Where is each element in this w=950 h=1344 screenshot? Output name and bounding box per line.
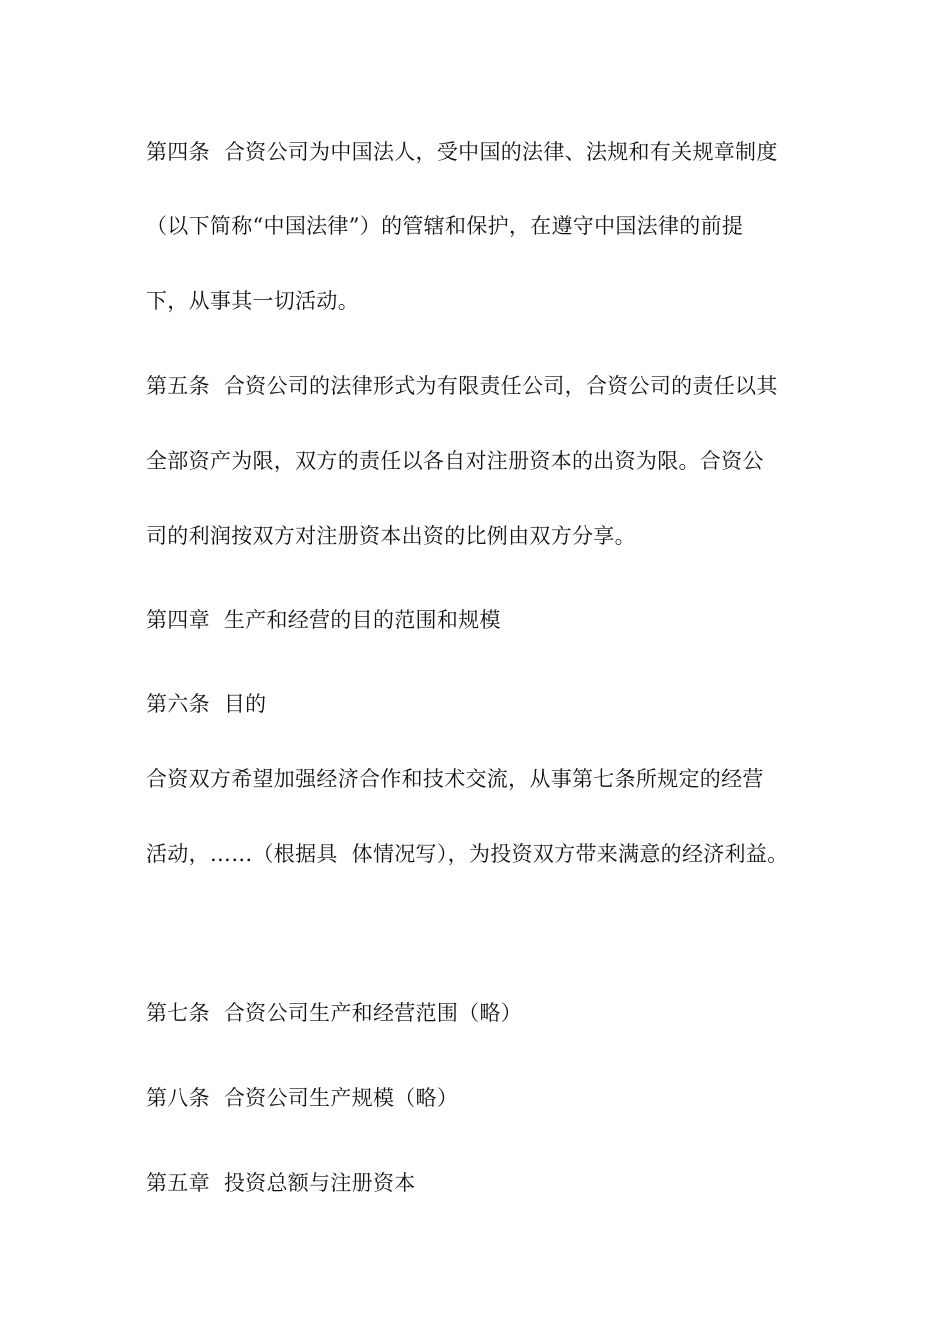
chapter-5-heading: 第五章 投资总额与注册资本 <box>146 1171 416 1195</box>
article-4-line-1: 第四条 合资公司为中国法人，受中国的法律、法规和有关规章制度 <box>146 140 778 164</box>
article-5-line-2: 全部资产为限，双方的责任以各自对注册资本的出资为限。合资公 <box>146 449 764 473</box>
article-4-line-2: （以下简称“中国法律”）的管辖和保护，在遵守中国法律的前提 <box>146 214 744 238</box>
article-4-line-3: 下，从事其一切活动。 <box>146 289 359 313</box>
article-6-line-2: 活动，……（根据具 体情况写），为投资双方带来满意的经济利益。 <box>146 842 789 866</box>
article-6-heading: 第六条 目的 <box>146 692 267 716</box>
article-6-line-1: 合资双方希望加强经济合作和技术交流，从事第七条所规定的经营 <box>146 767 764 791</box>
article-5-line-3: 司的利润按双方对注册资本出资的比例由双方分享。 <box>146 524 636 548</box>
chapter-4-heading: 第四章 生产和经营的目的范围和规模 <box>146 608 501 632</box>
article-8-line: 第八条 合资公司生产规模（略） <box>146 1086 459 1110</box>
article-5-line-1: 第五条 合资公司的法律形式为有限责任公司，合资公司的责任以其 <box>146 374 778 398</box>
article-7-line: 第七条 合资公司生产和经营范围（略） <box>146 1001 523 1025</box>
